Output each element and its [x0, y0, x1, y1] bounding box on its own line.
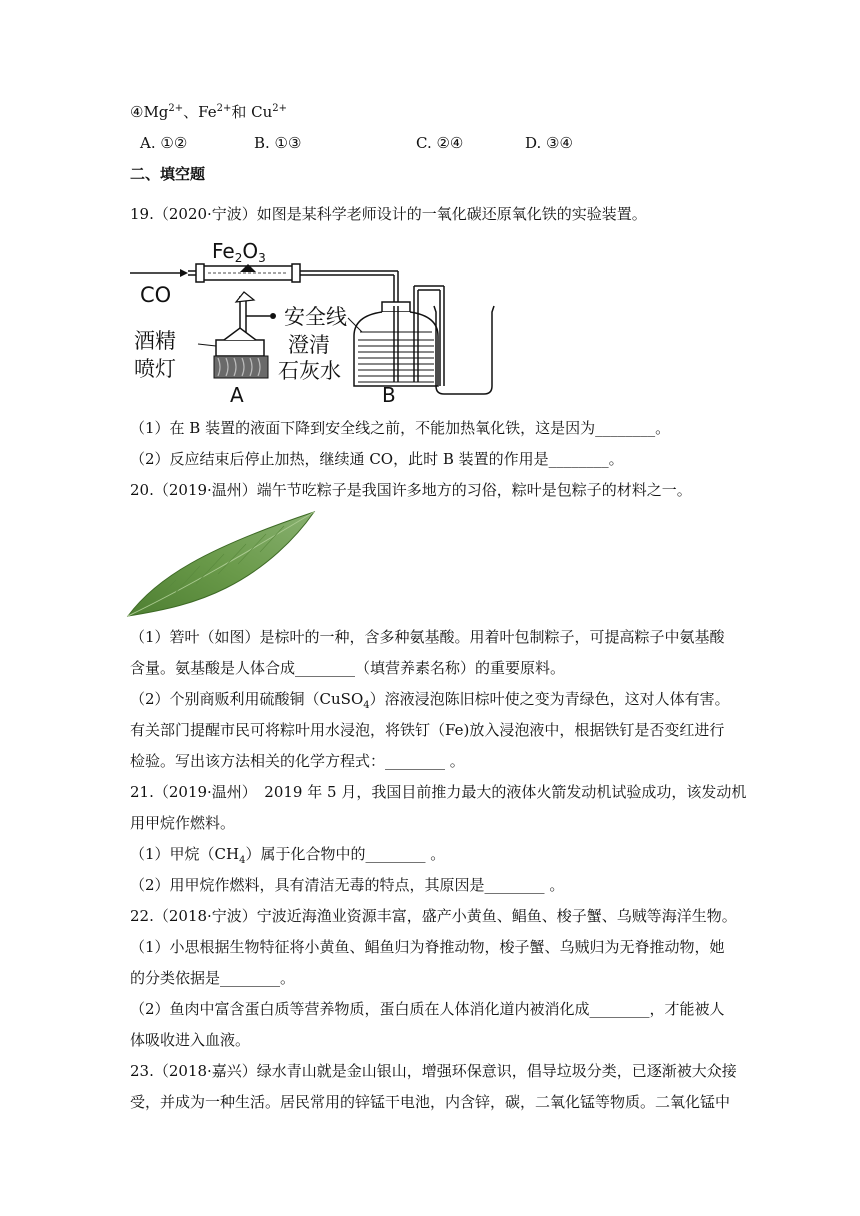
q23-stem-b: 受，并成为一种生活。居民常用的锌锰干电池，内含锌，碳，二氧化锰等物质。二氧化锰中 [130, 1093, 731, 1111]
charge: 2+ [272, 103, 288, 114]
q20-part-2c: 检验。写出该方法相关的化学方程式：________ 。 [130, 752, 465, 770]
q20-part-2a [130, 688, 730, 710]
co-reduction-apparatus-figure [128, 236, 500, 406]
choice-c: C. ②④ [416, 134, 464, 152]
q20-part-1b: 含量。氨基酸是人体合成________（填营养素名称）的重要原料。 [130, 659, 566, 677]
apparatus-a-label: A [230, 383, 244, 406]
q20-stem: 20.（2019·温州）端午节吃粽子是我国许多地方的习俗，粽叶是包粽子的材料之一。 [130, 481, 692, 499]
q19-part-1: （1）在 B 装置的液面下降到安全线之前，不能加热氧化铁，这是因为________。 [130, 419, 671, 437]
q21-part-2: （2）用甲烷作燃料，具有清洁无毒的特点，其原因是________ 。 [130, 876, 565, 894]
q20-part-2b: 有关部门提醒市民可将粽叶用水浸泡，将铁钉（Fe)放入浸泡液中，根据铁钉是否变红进行 [130, 721, 725, 739]
q22-part-2b: 体吸收进入血液。 [130, 1031, 251, 1049]
co-label: CO [140, 283, 172, 307]
q19-part-2: （2）反应结束后停止加热，继续通 CO，此时 B 装置的作用是________。 [130, 450, 624, 468]
text: ）属于化合物中的________ 。 [245, 845, 446, 863]
q19-stem: 19.（2020·宁波）如图是某科学老师设计的一氧化碳还原氧化铁的实验装置。 [130, 205, 647, 223]
q18-option-4 [130, 101, 287, 123]
charge: 2+ [168, 103, 184, 114]
lamp-label-1: 酒精 [134, 329, 176, 353]
text: （2）个别商贩利用硫酸铜（CuSO [130, 690, 364, 708]
q21-stem-a: 21.（2019·温州） 2019 年 5 月，我国目前推力最大的液体火箭发动机试验成功，该发动机 [130, 783, 747, 801]
choice-a: A. ①② [140, 134, 188, 152]
apparatus-b-label: B [382, 383, 396, 406]
section-title: 二、填空题 [130, 165, 206, 183]
choice-b: B. ①③ [254, 134, 302, 152]
text-cu: 和 Cu [231, 103, 273, 121]
fe2o3-label: $Fe_2O_3$ [212, 239, 266, 265]
lamp-label-2: 喷灯 [134, 357, 176, 381]
q21-stem-b: 用甲烷作燃料。 [130, 814, 236, 832]
q22-part-2a: （2）鱼肉中富含蛋白质等营养物质，蛋白质在人体消化道内被消化成________，才能被人 [130, 1000, 725, 1018]
bamboo-leaf-image [126, 508, 322, 620]
text-fe: 、Fe [183, 103, 217, 121]
q21-part-1 [130, 843, 445, 865]
q22-part-1b: 的分类依据是________。 [130, 969, 296, 987]
text-mg: ④Mg [130, 103, 169, 121]
subscript: 4 [363, 700, 370, 711]
subscript: 4 [239, 855, 246, 866]
text: ）溶液浸泡陈旧棕叶使之变为青绿色，这对人体有害。 [369, 690, 730, 708]
q20-part-1a: （1）箬叶（如图）是棕叶的一种，含多种氨基酸。用着叶包制粽子，可提高粽子中氨基酸 [130, 628, 725, 646]
choice-d: D. ③④ [525, 134, 573, 152]
limewater-label-2: 石灰水 [278, 359, 341, 383]
q22-part-1a: （1）小思根据生物特征将小黄鱼、鲳鱼归为脊推动物，梭子蟹、乌贼归为无脊推动物，她 [130, 938, 725, 956]
text: （1）甲烷（CH [130, 845, 240, 863]
q22-stem: 22.（2018·宁波）宁波近海渔业资源丰富，盛产小黄鱼、鲳鱼、梭子蟹、乌贼等海洋生物。 [130, 907, 737, 925]
q23-stem-a: 23.（2018·嘉兴）绿水青山就是金山银山，增强环保意识，倡导垃圾分类，已逐渐被大众接 [130, 1062, 737, 1080]
charge: 2+ [216, 103, 232, 114]
safety-line-label: 安全线 [284, 305, 347, 329]
limewater-label-1: 澄清 [288, 333, 330, 357]
